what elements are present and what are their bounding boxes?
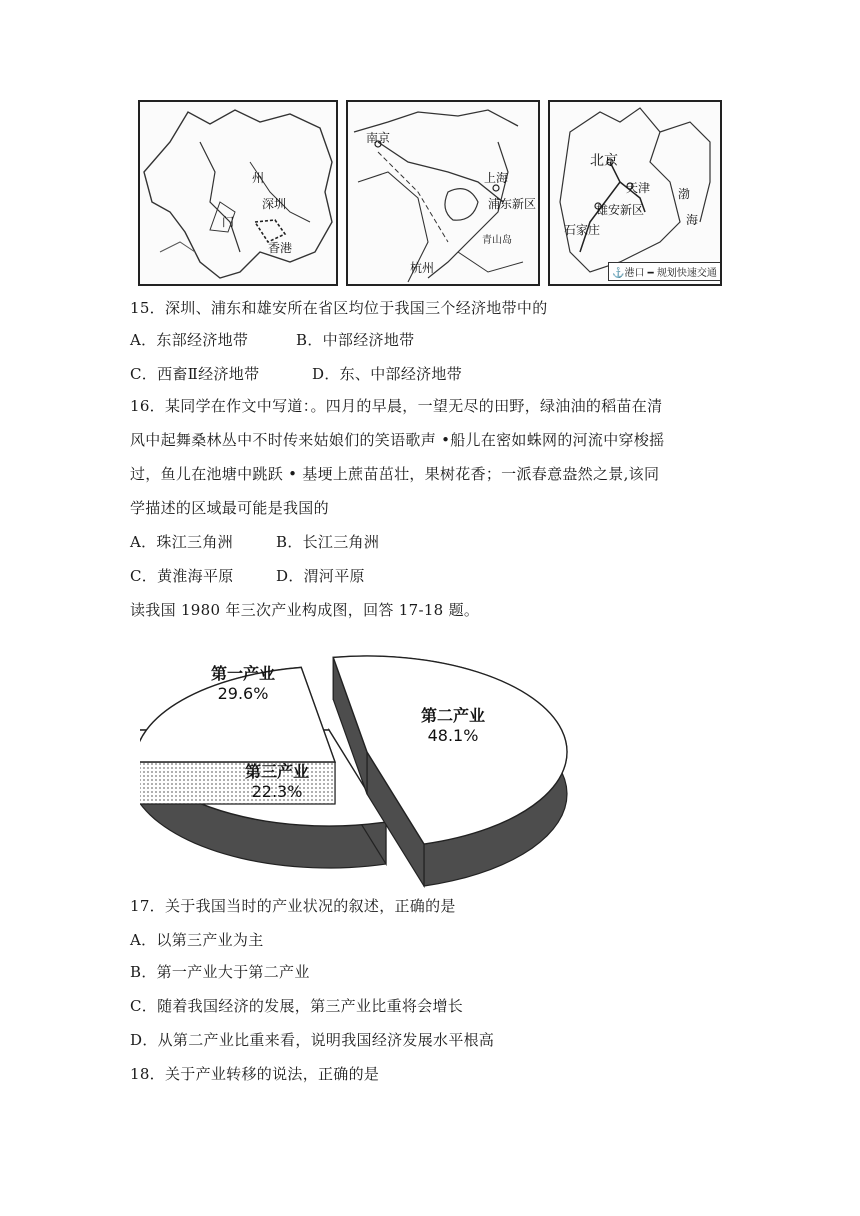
map-label-hongkong: 香港 (268, 241, 293, 255)
map-label-shijiazhuang: 石家庄 (564, 223, 601, 237)
q15-option-d: D．东、中部经济地带 (312, 365, 463, 383)
industry-pie-chart (140, 640, 570, 890)
pie-label-primary-value: 29.6% (217, 684, 269, 703)
pie-label-primary-name: 第一产业 (210, 664, 275, 683)
q16-stem-line4: 学描述的区域最可能是我国的 (130, 499, 329, 517)
map-xiongan (548, 100, 722, 286)
pie-label-secondary-value: 48.1% (427, 726, 479, 745)
q17-option-d: D．从第二产业比重来看，说明我国经济发展水平根高 (130, 1031, 495, 1049)
q16-stem-line3: 过，鱼儿在池塘中跳跃 • 基埂上蔗苗茁壮，果树花香；一派春意盎然之景,该同 (130, 465, 660, 483)
pie-label-secondary (398, 706, 508, 746)
pie-label-secondary-name: 第二产业 (420, 706, 485, 725)
q17-option-c: C．随着我国经济的发展，第三产业比重将会增长 (130, 997, 464, 1015)
map-label-pudong: 浦东新区 (488, 197, 537, 211)
map-shenzhen (138, 100, 338, 286)
q16-stem-line1: 16．某同学在作文中写道：。四月的早晨，一望无尽的田野，绿油油的稻苗在清 (130, 397, 663, 415)
pie-label-primary (188, 664, 298, 704)
map-label-beijing: 北京 (590, 153, 618, 169)
map-label-zhou: 州 (252, 171, 265, 185)
map-label-men: 门 (222, 215, 235, 229)
pie-label-tertiary-value: 22.3% (251, 782, 303, 801)
map-label-shanghai: 上海 (484, 171, 509, 185)
map-label-xiongan: 雄安新区 (596, 203, 645, 217)
q17-option-a: A．以第三产业为主 (130, 931, 264, 949)
q16-option-b: B．长江三角洲 (276, 533, 380, 551)
map-label-tianjin: 天津 (626, 181, 651, 195)
q17-stem: 17．关于我国当时的产业状况的叙述，正确的是 (130, 897, 456, 915)
map-label-hai: 海 (686, 213, 699, 227)
map-label-hangzhou: 杭州 (410, 261, 435, 275)
q15-option-b: B．中部经济地带 (296, 331, 415, 349)
q15-option-a: A．东部经济地带 (130, 331, 249, 349)
map-label-shenzhen: 深圳 (262, 197, 287, 211)
map-label-qingshan: 青山岛 (482, 235, 512, 246)
q16-option-a: A．珠江三角洲 (130, 533, 233, 551)
q15-stem: 15．深圳、浦东和雄安所在省区均位于我国三个经济地带中的 (130, 299, 548, 317)
map-label-nanjing: 南京 (366, 131, 391, 145)
map-legend: ⚓港口 ━ 规划快速交通 (608, 262, 721, 281)
map-figure-group (138, 100, 722, 286)
map-label-bo: 渤 (678, 187, 691, 201)
q16-option-c: C．黄淮海平原 (130, 567, 234, 585)
q16-stem-line2: 风中起舞桑林丛中不时传来姑娘们的笑语歌声 •船儿在密如蛛网的河流中穿梭摇 (130, 431, 665, 449)
q15-option-c: C．西畜Ⅱ经济地带 (130, 365, 260, 383)
map-pudong-lines (348, 102, 538, 284)
pie-label-tertiary-name: 第三产业 (244, 762, 309, 781)
map-shenzhen-lines (140, 102, 336, 284)
pie-label-tertiary (222, 762, 332, 802)
map-pudong (346, 100, 540, 286)
q18-stem: 18．关于产业转移的说法，正确的是 (130, 1065, 380, 1083)
chart-intro: 读我国 1980 年三次产业构成图，回答 17-18 题。 (130, 601, 480, 619)
q16-option-d: D．渭河平原 (276, 567, 365, 585)
q17-option-b: B．第一产业大于第二产业 (130, 963, 310, 981)
